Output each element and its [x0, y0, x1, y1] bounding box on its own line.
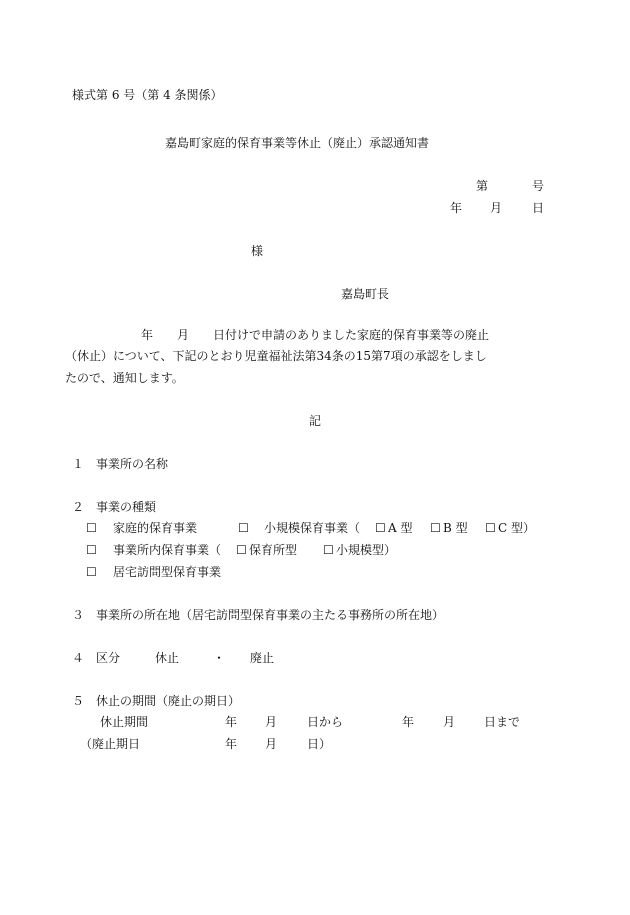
checkbox-type-b[interactable]: ☐	[430, 521, 441, 535]
item-category: ４ 区分	[72, 651, 121, 665]
checkbox-nursery-type[interactable]: ☐	[236, 543, 247, 557]
item-facility-name: １ 事業所の名称	[72, 457, 169, 471]
item-period: ５ 休止の期間（廃止の期日）	[72, 694, 241, 708]
checkbox-home-based[interactable]: ☐	[86, 521, 97, 535]
label-type-b: B 型	[443, 521, 468, 535]
checkbox-type-a[interactable]: ☐	[375, 521, 386, 535]
date-month: 月	[490, 201, 503, 215]
body-line: （休止）について、下記のとおり児童福祉法第34条の15第7項の承認をしまし	[65, 349, 487, 363]
option-abolition[interactable]: 廃止	[250, 651, 275, 665]
label-type-c: C 型）	[498, 521, 535, 535]
checkbox-type-c[interactable]: ☐	[485, 521, 496, 535]
option-suspension[interactable]: 休止	[155, 651, 180, 665]
doc-number-go: 号	[532, 179, 545, 193]
body-line: 年 月 日付けで申請のありました家庭的保育事業等の廃止	[141, 328, 490, 342]
label-nursery-type: 保育所型	[249, 543, 298, 557]
label-in-office: 事業所内保育事業（	[113, 543, 222, 557]
period-year-end: 年	[402, 715, 415, 729]
label-small-scale: 小規模保育事業（	[264, 521, 361, 535]
abolition-month: 月	[265, 737, 278, 751]
period-day-end: 日まで	[484, 715, 521, 729]
doc-number-dai: 第	[476, 179, 489, 193]
checkbox-in-office[interactable]: ☐	[86, 543, 97, 557]
body-line: たので、通知します。	[65, 371, 184, 385]
label-small-type: 小規模型）	[336, 543, 397, 557]
abolition-day: 日）	[307, 737, 332, 751]
date-year: 年	[450, 201, 463, 215]
period-month-end: 月	[443, 715, 456, 729]
item-service-type: ２ 事業の種類	[72, 500, 157, 514]
option-separator: ・	[213, 651, 226, 665]
period-day-start: 日から	[307, 715, 344, 729]
date-day: 日	[532, 201, 545, 215]
addressee-suffix: 様	[251, 244, 264, 258]
label-home-based: 家庭的保育事業	[113, 521, 198, 535]
suspension-period-label: 休止期間	[100, 715, 149, 729]
checkbox-small-type[interactable]: ☐	[323, 543, 334, 557]
item-location: ３ 事業所の所在地（居宅訪問型保育事業の主たる事務所の所在地）	[72, 608, 445, 622]
label-home-visit: 居宅訪問型保育事業	[113, 565, 222, 579]
abolition-date-label: （廃止期日	[80, 737, 141, 751]
form-label: 様式第 6 号（第 4 条関係）	[72, 88, 223, 102]
abolition-year: 年	[225, 737, 238, 751]
period-month-start: 月	[265, 715, 278, 729]
document-title: 嘉島町家庭的保育事業等休止（廃止）承認通知書	[165, 136, 430, 150]
sender-name: 嘉島町長	[341, 287, 390, 301]
label-type-a: A 型	[388, 521, 413, 535]
checkbox-small-scale[interactable]: ☐	[238, 521, 249, 535]
ki-heading: 記	[309, 414, 322, 428]
period-year-start: 年	[225, 715, 238, 729]
checkbox-home-visit[interactable]: ☐	[86, 565, 97, 579]
